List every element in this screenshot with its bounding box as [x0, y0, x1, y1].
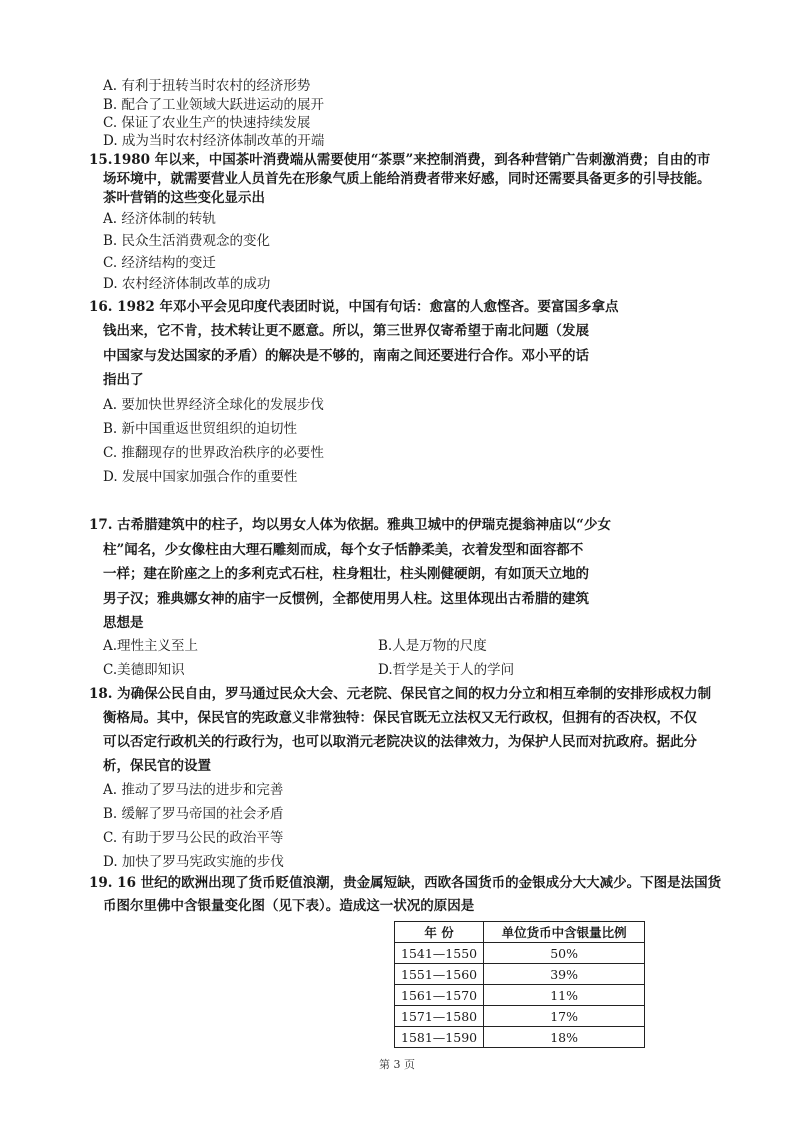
table-cell-ratio: 50%	[484, 943, 645, 964]
q17-stem-line: 一样；建在阶座之上的多利克式石柱，柱身粗壮，柱头刚健硬朗，有如顶天立地的	[103, 566, 589, 582]
q19-stem-line: 币图尔里佛中含银量变化图（见下表）。造成这一状况的原因是	[103, 898, 475, 914]
q17-stem-line: 思想是	[103, 615, 144, 631]
q14-option-d: D. 成为当时农村经济体制改革的开端	[103, 133, 325, 149]
table-header-year: 年 份	[395, 922, 484, 943]
q15-option-d: D. 农村经济体制改革的成功	[103, 276, 271, 292]
q18-stem-line: 衡格局。其中，保民官的宪政意义非常独特：保民官既无立法权又无行政权，但拥有的否决权，不仅	[103, 710, 697, 726]
table-row	[395, 1006, 645, 1027]
q17-stem-line: 17. 古希腊建筑中的柱子，均以男女人体为依据。雅典卫城中的伊瑞克提翁神庙以“少女	[89, 517, 611, 533]
table-row	[395, 985, 645, 1006]
q18-option-a: A. 推动了罗马法的进步和完善	[103, 782, 284, 798]
q14-option-c: C. 保证了农业生产的快速持续发展	[103, 115, 311, 131]
q16-stem-line: 钱出来，它不肯，技术转让更不愿意。所以，第三世界仅寄希望于南北问题（发展	[103, 323, 589, 339]
silver-content-table	[394, 921, 645, 1048]
q16-stem-line: 指出了	[103, 372, 144, 388]
q17-option-b: B.人是万物的尺度	[378, 638, 487, 654]
table-cell-year: 1571—1580	[395, 1006, 484, 1027]
table-cell-year: 1581—1590	[395, 1027, 484, 1048]
table-cell-ratio: 11%	[484, 985, 645, 1006]
q15-option-c: C. 经济结构的变迁	[103, 255, 216, 271]
q15-option-b: B. 民众生活消费观念的变化	[103, 233, 271, 249]
table-row	[395, 943, 645, 964]
q16-option-c: C. 推翻现存的世界政治秩序的必要性	[103, 445, 324, 461]
q18-option-b: B. 缓解了罗马帝国的社会矛盾	[103, 806, 284, 822]
table-row	[395, 964, 645, 985]
q14-option-b: B. 配合了工业领域大跃进运动的展开	[103, 97, 325, 113]
q15-option-a: A. 经济体制的转轨	[103, 211, 216, 227]
q14-option-a: A. 有利于扭转当时农村的经济形势	[103, 78, 311, 94]
table-cell-year: 1561—1570	[395, 985, 484, 1006]
q17-option-c: C.美德即知识	[103, 662, 185, 678]
q17-stem-line: 柱”闻名，少女像柱由大理石雕刻而成，每个女子恬静柔美，衣着发型和面容都不	[103, 542, 584, 558]
table-cell-ratio: 18%	[484, 1027, 645, 1048]
q15-stem-line: 场环境中，就需要营业人员首先在形象气质上能给消费者带来好感，同时还需要具备更多的引导技能。	[103, 171, 711, 187]
q18-option-d: D. 加快了罗马宪政实施的步伐	[103, 854, 284, 870]
q18-stem-line: 18. 为确保公民自由，罗马通过民众大会、元老院、保民官之间的权力分立和相互牵制的安排形成权力制	[89, 686, 712, 702]
q17-stem-line: 男子汉；雅典娜女神的庙宇一反惯例，全都使用男人柱。这里体现出古希腊的建筑	[103, 591, 589, 607]
q15-stem-line: 15.1980 年以来，中国茶叶消费端从需要使用“茶票”来控制消费，到各种营销广告刺激消费；自由的市	[89, 152, 711, 168]
q15-stem-line: 茶叶营销的这些变化显示出	[103, 190, 265, 206]
table-cell-year: 1541—1550	[395, 943, 484, 964]
table-header-row	[395, 922, 645, 943]
q17-option-d: D.哲学是关于人的学问	[378, 662, 515, 678]
table-cell-ratio: 39%	[484, 964, 645, 985]
page-number: 第 3 页	[379, 1058, 415, 1071]
q16-stem-line: 16. 1982 年邓小平会见印度代表团时说，中国有句话：愈富的人愈悭吝。要富国多拿点	[89, 299, 619, 315]
q18-stem-line: 可以否定行政机关的行政行为，也可以取消元老院决议的法律效力，为保护人民而对抗政府。据此分	[103, 734, 697, 750]
q16-option-a: A. 要加快世界经济全球化的发展步伐	[103, 397, 324, 413]
q19-stem-line: 19. 16 世纪的欧洲出现了货币贬值浪潮，贵金属短缺，西欧各国货币的金银成分大大减少。下图是法国货	[89, 875, 722, 891]
q18-stem-line: 析，保民官的设置	[103, 758, 211, 774]
table-row	[395, 1027, 645, 1048]
q18-option-c: C. 有助于罗马公民的政治平等	[103, 830, 284, 846]
q16-stem-line: 中国家与发达国家的矛盾）的解决是不够的，南南之间还要进行合作。邓小平的话	[103, 348, 589, 364]
table-cell-ratio: 17%	[484, 1006, 645, 1027]
table-cell-year: 1551—1560	[395, 964, 484, 985]
q16-option-b: B. 新中国重返世贸组织的迫切性	[103, 421, 298, 437]
q17-option-a: A.理性主义至上	[103, 638, 199, 654]
q16-option-d: D. 发展中国家加强合作的重要性	[103, 469, 298, 485]
table-header-silver-ratio: 单位货币中含银量比例	[484, 922, 645, 943]
